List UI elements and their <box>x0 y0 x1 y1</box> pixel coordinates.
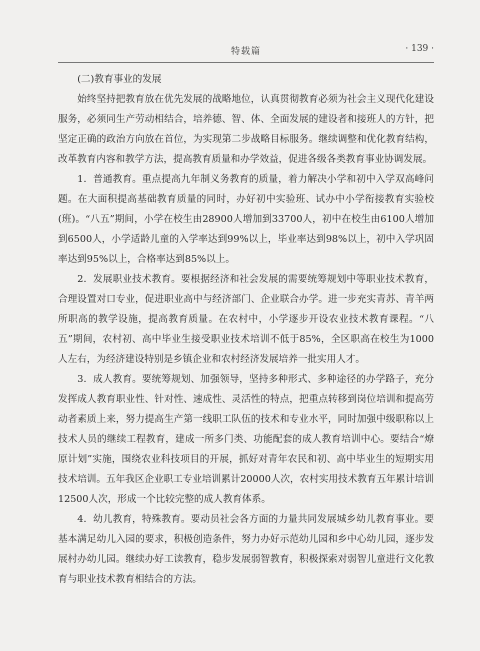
paragraph-vocational-education: 2．发展职业技术教育。要根据经济和社会发展的需要统筹规划中等职业技术教育，合理设置对口专业，促进职业高中与经济部门、企业联合办学。进一步充实青苏、青羊两所职高的教学设施，提高教育质量。在农村中，小学逐步开设农业技术教育课程。“八五”期间，农村初、高中毕业生接受职业技术培训不低于85%，全区职高在校生为1000人左右，为经济建设特别是乡镇企业和农村经济发展培养一批实用人才。 <box>58 274 434 365</box>
paragraph-intro: 始终坚持把教育放在优先发展的战略地位，认真贯彻教育必须为社会主义现代化建设服务，必须同生产劳动相结合，培养德、智、体、全面发展的建设者和接班人的方针，把坚定正确的政治方向放在首位，为实现第二步战略目标服务。继续调整和优化教育结构，改革教育内容和教学方法，提高教育质量和办学效益，促进各级各类教育事业协调发展。 <box>58 94 434 165</box>
paragraph-adult-education: 3．成人教育。要统筹规划、加强领导，坚持多种形式、多种途径的办学路子，充分发挥成人教育职业性、针对性、速成性、灵活性的特点，把重点转移到岗位培训和提高劳动者素质上来，努力提高生产第一线职工队伍的技术和专业水平，同时加强中级职称以上技术人员的继续工程教育，建成一所多门类、功能配套的成人教育培训中心。要结合“燎原计划”实施，围绕农业科技项目的开展，抓好对青年农民和初、高中毕业生的短期实用技术培训。五年我区企业职工专业培训累计20000人次，农村实用技术教育五年累计培训12500人次，形成一个比较完整的成人教育体系。 <box>58 374 434 505</box>
paragraph-preschool-special-education: 4．幼儿教育，特殊教育。要动员社会各方面的力量共同发展城乡幼儿教育事业。要基本满足幼儿入园的要求，积极创造条件，努力办好示范幼儿园和乡中心幼儿园，逐步发展村办幼儿园。继续办好工读教育，稳步发展弱智教育，积极探索对弱智儿童进行文化教育与职业技术教育相结合的方法。 <box>58 514 434 585</box>
running-title: 特载篇 <box>230 47 261 57</box>
page-number: · 139 · <box>405 44 434 54</box>
paragraph-general-education: 1．普通教育。重点提高九年制义务教育的质量，着力解决小学和初中入学双高峰问题。在大面积提高基础教育质量的同时，办好初中实验班、试办中小学衔接教育实验校(班)。“八五”期间，小学在校生由28900人增加到33700人，初中在校生由6100人增加到6500人，小学适龄儿童的入学率达到99%以上，毕业率达到98%以上，初中入学巩固率达到95%以上，合格率达到85%以上。 <box>58 174 434 265</box>
section-title: (二)教育事业的发展 <box>77 74 162 85</box>
header-rule <box>58 62 434 63</box>
body-text <box>58 70 434 590</box>
page-header <box>58 40 434 58</box>
